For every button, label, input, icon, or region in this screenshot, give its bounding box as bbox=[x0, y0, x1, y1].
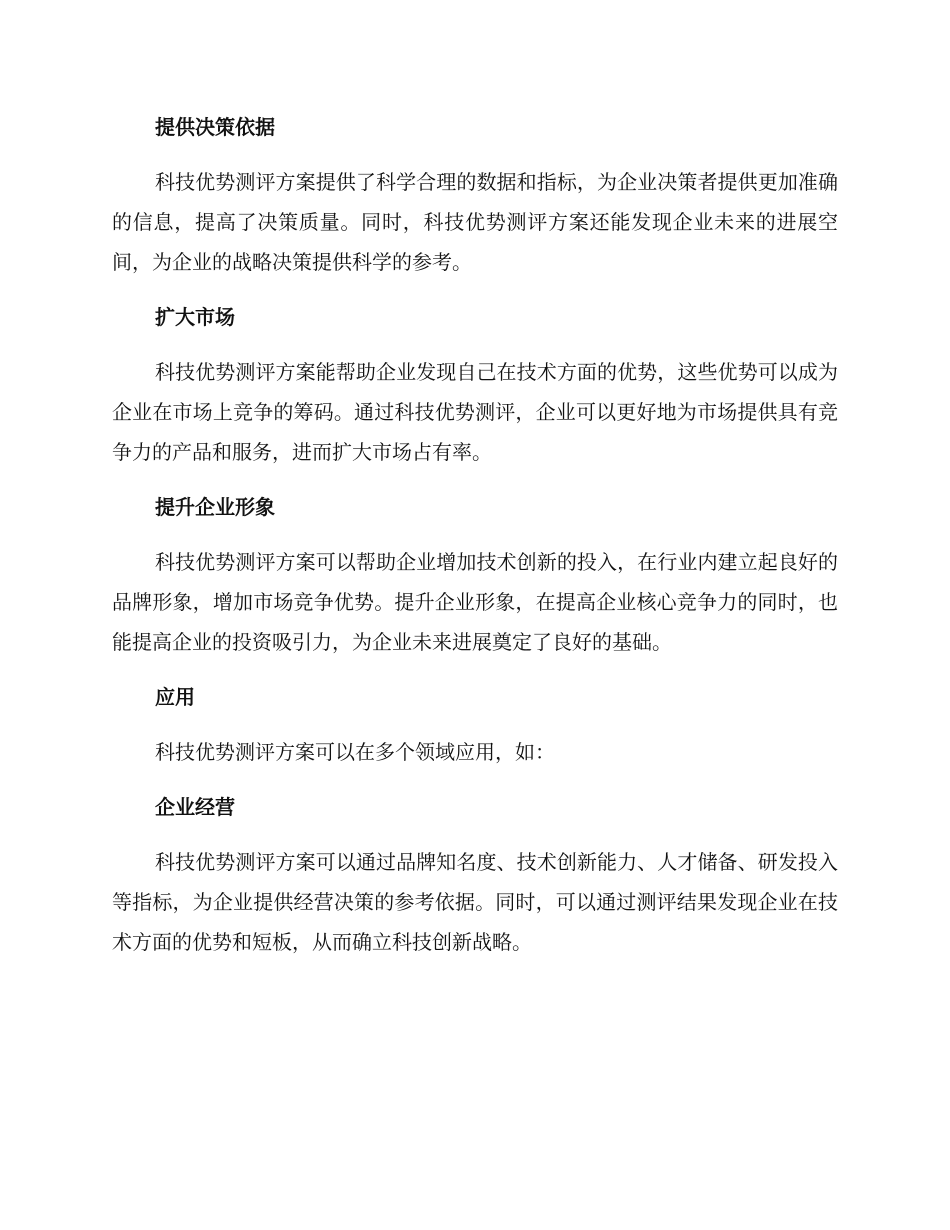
section-heading-expand-market: 扩大市场 bbox=[155, 305, 235, 329]
section-heading-business-operation: 企业经营 bbox=[155, 795, 235, 819]
section-paragraph-expand-market: 科技优势测评方案能帮助企业发现自己在技术方面的优势，这些优势可以成为企业在市场上竞争的筹码。通过科技优势测评，企业可以更好地为市场提供具有竞争力的产品和服务，进而扩大市场占有率。 bbox=[112, 360, 838, 464]
section-heading-decision-basis: 提供决策依据 bbox=[155, 115, 275, 139]
section-heading-application: 应用 bbox=[155, 685, 195, 709]
section-paragraph-application: 科技优势测评方案可以在多个领域应用，如： bbox=[155, 740, 555, 764]
section-paragraph-business-operation: 科技优势测评方案可以通过品牌知名度、技术创新能力、人才储备、研发投入等指标，为企业提供经营决策的参考依据。同时，可以通过测评结果发现企业在技术方面的优势和短板，从而确立科技创新战略。 bbox=[112, 850, 838, 954]
section-paragraph-decision-basis: 科技优势测评方案提供了科学合理的数据和指标，为企业决策者提供更加准确的信息，提高了决策质量。同时，科技优势测评方案还能发现企业未来的进展空间，为企业的战略决策提供科学的参考。 bbox=[112, 170, 838, 274]
section-paragraph-corporate-image: 科技优势测评方案可以帮助企业增加技术创新的投入，在行业内建立起良好的品牌形象，增加市场竞争优势。提升企业形象，在提高企业核心竞争力的同时，也能提高企业的投资吸引力，为企业未来进展奠定了良好的基础。 bbox=[112, 550, 838, 654]
section-heading-corporate-image: 提升企业形象 bbox=[155, 495, 275, 519]
